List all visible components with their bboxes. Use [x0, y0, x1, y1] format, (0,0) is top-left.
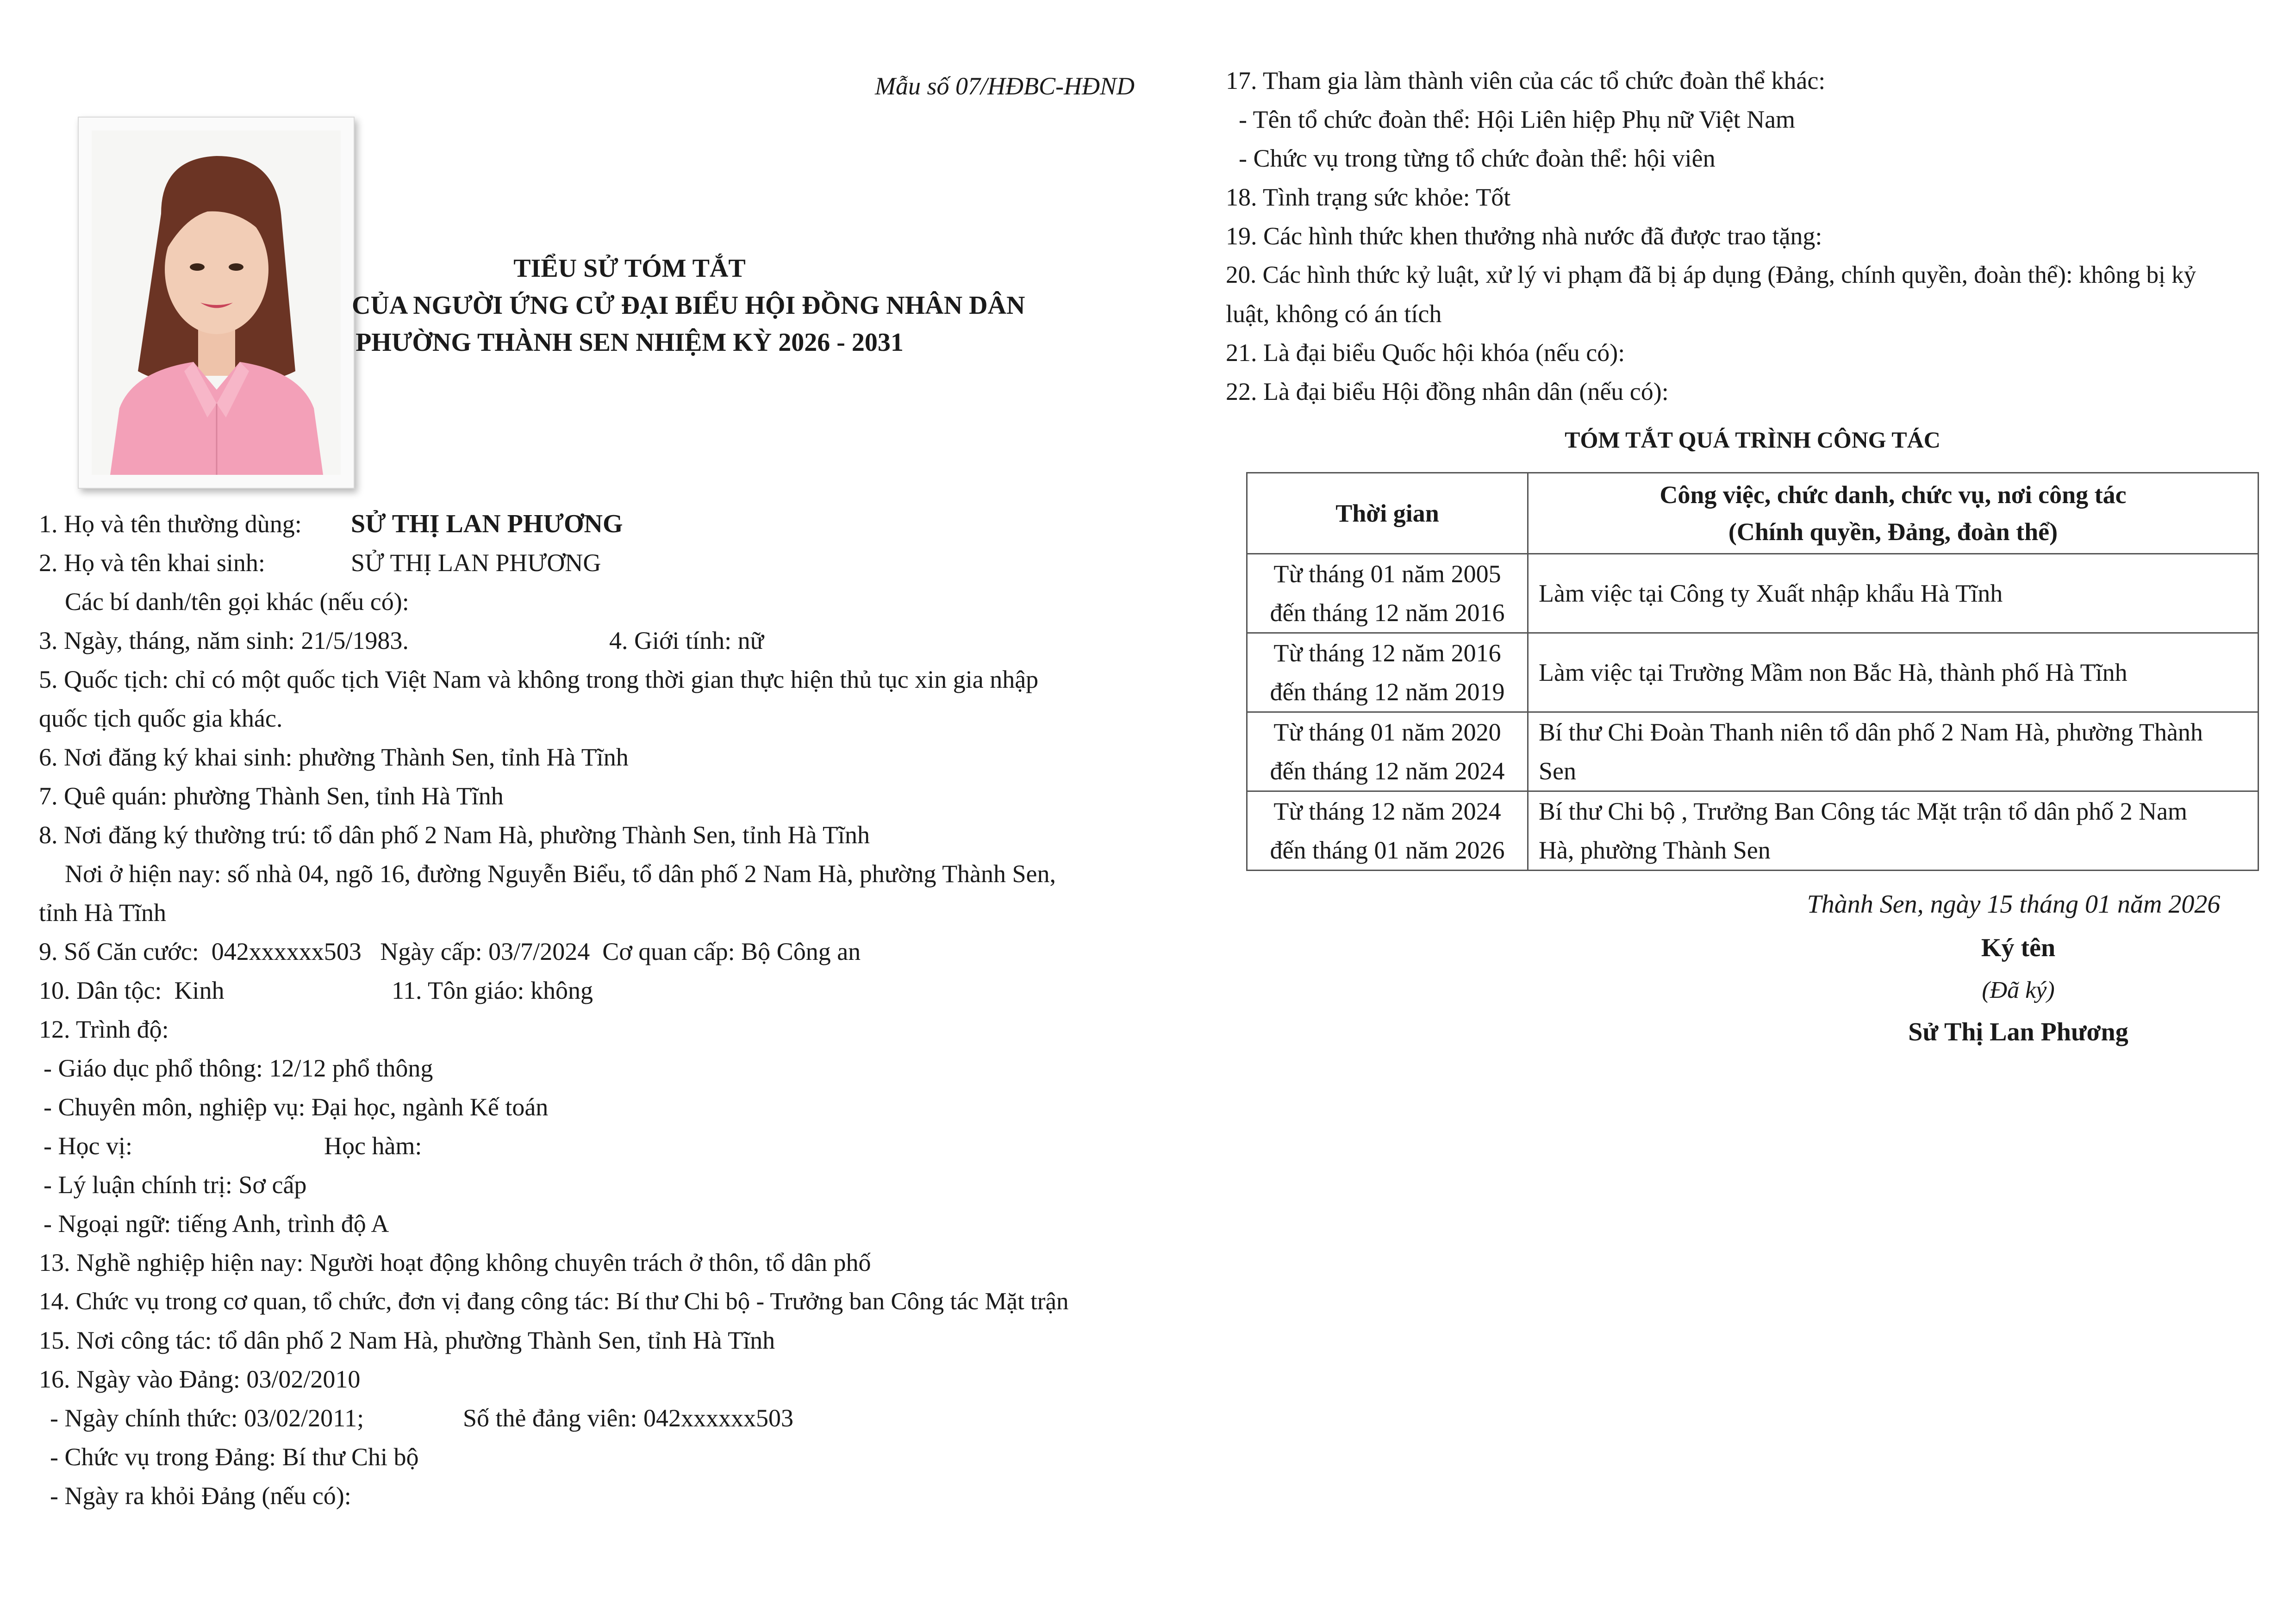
party-position: - Chức vụ trong Đảng: Bí thư Chi bộ — [50, 1443, 419, 1471]
id-card-info: 9. Số Căn cước: 042xxxxxx503 Ngày cấp: 03/7/2024 Cơ quan cấp: Bộ Công an — [39, 938, 861, 965]
education-heading: 12. Trình độ: — [39, 1015, 169, 1043]
table-row — [1247, 791, 2259, 871]
party-leave-date: - Ngày ra khỏi Đảng (nếu có): — [50, 1482, 351, 1510]
birth-date: 3. Ngày, tháng, năm sinh: 21/5/1983. — [39, 627, 409, 654]
job-line-2: Hà, phường Thành Sen — [1539, 836, 1771, 864]
time-from: Từ tháng 01 năm 2005 — [1273, 560, 1501, 588]
doc-title-line-3: PHƯỜNG THÀNH SEN NHIỆM KỲ 2026 - 2031 — [356, 328, 904, 357]
place-and-date: Thành Sen, ngày 15 tháng 01 năm 2026 — [1807, 890, 2221, 919]
doc-title-line-1: TIỂU SỬ TÓM TẮT — [513, 254, 746, 283]
form-code: Mẫu số 07/HĐBC-HĐND — [875, 72, 1135, 100]
current-residence-line-1: Nơi ở hiện nay: số nhà 04, ngõ 16, đường Nguyễn Biểu, tổ dân phố 2 Nam Hà, phường Thành Sen, — [65, 860, 1056, 888]
time-from: Từ tháng 01 năm 2020 — [1273, 718, 1501, 746]
nationality-line-2: quốc tịch quốc gia khác. — [39, 704, 283, 732]
time-from: Từ tháng 12 năm 2016 — [1273, 639, 1501, 667]
birth-name-label: 2. Họ và tên khai sinh: — [39, 549, 265, 577]
header-time: Thời gian — [1247, 473, 1528, 554]
job-line-2: Sen — [1539, 757, 1576, 785]
header-job-line-1: Công việc, chức danh, chức vụ, nơi công tác — [1660, 481, 2127, 509]
organization-name: - Tên tổ chức đoàn thể: Hội Liên hiệp Phụ nữ Việt Nam — [1239, 106, 1796, 133]
sign-label: Ký tên — [1981, 933, 2056, 962]
aliases: Các bí danh/tên gọi khác (nếu có): — [65, 588, 409, 616]
common-name-label: 1. Họ và tên thường dùng: — [39, 510, 302, 538]
time-to: đến tháng 12 năm 2016 — [1270, 599, 1505, 627]
party-join-date: 16. Ngày vào Đảng: 03/02/2010 — [39, 1365, 361, 1393]
row-job — [1528, 633, 2259, 712]
religion: 11. Tôn giáo: không — [392, 977, 593, 1004]
work-history-table — [1246, 472, 2259, 871]
peoples-council-delegate: 22. Là đại biểu Hội đồng nhân dân (nếu có): — [1226, 378, 1669, 405]
permanent-residence: 8. Nơi đăng ký thường trú: tổ dân phố 2 Nam Hà, phường Thành Sen, tỉnh Hà Tĩnh — [39, 821, 870, 849]
general-education: - Giáo dục phổ thông: 12/12 phổ thông — [44, 1054, 433, 1082]
signed-note: (Đã ký) — [1982, 977, 2055, 1003]
job-line-1: Làm việc tại Công ty Xuất nhập khẩu Hà Tĩnh — [1539, 579, 2003, 607]
workplace: 15. Nơi công tác: tổ dân phố 2 Nam Hà, phường Thành Sen, tỉnh Hà Tĩnh — [39, 1326, 775, 1354]
disciplinary-line-1: 20. Các hình thức kỷ luật, xử lý vi phạm đã bị áp dụng (Đảng, chính quyền, đoàn thể): không bị kỷ — [1226, 261, 2196, 288]
time-to: đến tháng 12 năm 2019 — [1270, 678, 1505, 706]
state-awards: 19. Các hình thức khen thưởng nhà nước đã được trao tặng: — [1226, 222, 1822, 250]
row-job — [1528, 791, 2259, 871]
signatory-name: Sử Thị Lan Phương — [1908, 1018, 2128, 1046]
disciplinary-line-2: luật, không có án tích — [1226, 300, 1442, 328]
specialization: - Chuyên môn, nghiệp vụ: Đại học, ngành Kế toán — [44, 1093, 549, 1121]
row-time — [1247, 712, 1528, 791]
political-theory: - Lý luận chính trị: Sơ cấp — [44, 1171, 307, 1199]
current-occupation: 13. Nghề nghiệp hiện nay: Người hoạt động không chuyên trách ở thôn, tổ dân phố — [39, 1249, 871, 1276]
doc-title-line-2: CỦA NGƯỜI ỨNG CỬ ĐẠI BIỂU HỘI ĐỒNG NHÂN DÂN — [352, 291, 1025, 320]
gender: 4. Giới tính: nữ — [609, 627, 764, 654]
portrait-photo — [78, 117, 355, 489]
row-time — [1247, 791, 1528, 871]
time-to: đến tháng 12 năm 2024 — [1270, 757, 1505, 785]
job-line-1: Làm việc tại Trường Mầm non Bắc Hà, thành phố Hà Tĩnh — [1539, 659, 2128, 686]
foreign-language: - Ngoại ngữ: tiếng Anh, trình độ A — [44, 1210, 389, 1238]
birth-name-value: SỬ THỊ LAN PHƯƠNG — [351, 549, 601, 577]
current-residence-line-2: tỉnh Hà Tĩnh — [39, 899, 166, 927]
person-portrait-icon — [92, 131, 341, 475]
header-job — [1528, 473, 2259, 554]
academic-title: Học hàm: — [324, 1132, 422, 1160]
job-line-1: Bí thư Chi bộ , Trưởng Ban Công tác Mặt trận tổ dân phố 2 Nam — [1539, 797, 2188, 825]
row-job — [1528, 712, 2259, 791]
hometown: 7. Quê quán: phường Thành Sen, tỉnh Hà Tĩnh — [39, 782, 504, 810]
birth-registration-place: 6. Nơi đăng ký khai sinh: phường Thành Sen, tỉnh Hà Tĩnh — [39, 743, 629, 771]
common-name-value: SỬ THỊ LAN PHƯƠNG — [351, 510, 623, 538]
health-status: 18. Tình trạng sức khỏe: Tốt — [1226, 183, 1511, 211]
job-line-1: Bí thư Chi Đoàn Thanh niên tổ dân phố 2 Nam Hà, phường Thành — [1539, 718, 2203, 746]
table-row — [1247, 554, 2259, 633]
table-row — [1247, 712, 2259, 791]
work-history-heading: TÓM TẮT QUÁ TRÌNH CÔNG TÁC — [1565, 427, 1940, 453]
organization-role: - Chức vụ trong từng tổ chức đoàn thể: hội viên — [1239, 144, 1716, 172]
current-position: 14. Chức vụ trong cơ quan, tổ chức, đơn vị đang công tác: Bí thư Chi bộ - Trưởng ban Công tác Mặt trận — [39, 1288, 1069, 1315]
other-organizations: 17. Tham gia làm thành viên của các tổ chức đoàn thể khác: — [1226, 67, 1826, 94]
row-job — [1528, 554, 2259, 633]
table-header-row — [1247, 473, 2259, 554]
party-official-date: - Ngày chính thức: 03/02/2011; — [50, 1404, 364, 1432]
time-from: Từ tháng 12 năm 2024 — [1273, 797, 1501, 825]
time-to: đến tháng 01 năm 2026 — [1270, 836, 1505, 864]
national-assembly-delegate: 21. Là đại biểu Quốc hội khóa (nếu có): — [1226, 339, 1625, 367]
row-time — [1247, 554, 1528, 633]
academic-degree: - Học vị: — [44, 1132, 132, 1160]
ethnicity: 10. Dân tộc: Kinh — [39, 977, 225, 1004]
row-time — [1247, 633, 1528, 712]
table-row — [1247, 633, 2259, 712]
nationality-line-1: 5. Quốc tịch: chỉ có một quốc tịch Việt Nam và không trong thời gian thực hiện thủ tục xin gia nhập — [39, 666, 1039, 693]
party-card-number: Số thẻ đảng viên: 042xxxxxx503 — [463, 1404, 793, 1432]
header-job-line-2: (Chính quyền, Đảng, đoàn thể) — [1728, 518, 2058, 546]
